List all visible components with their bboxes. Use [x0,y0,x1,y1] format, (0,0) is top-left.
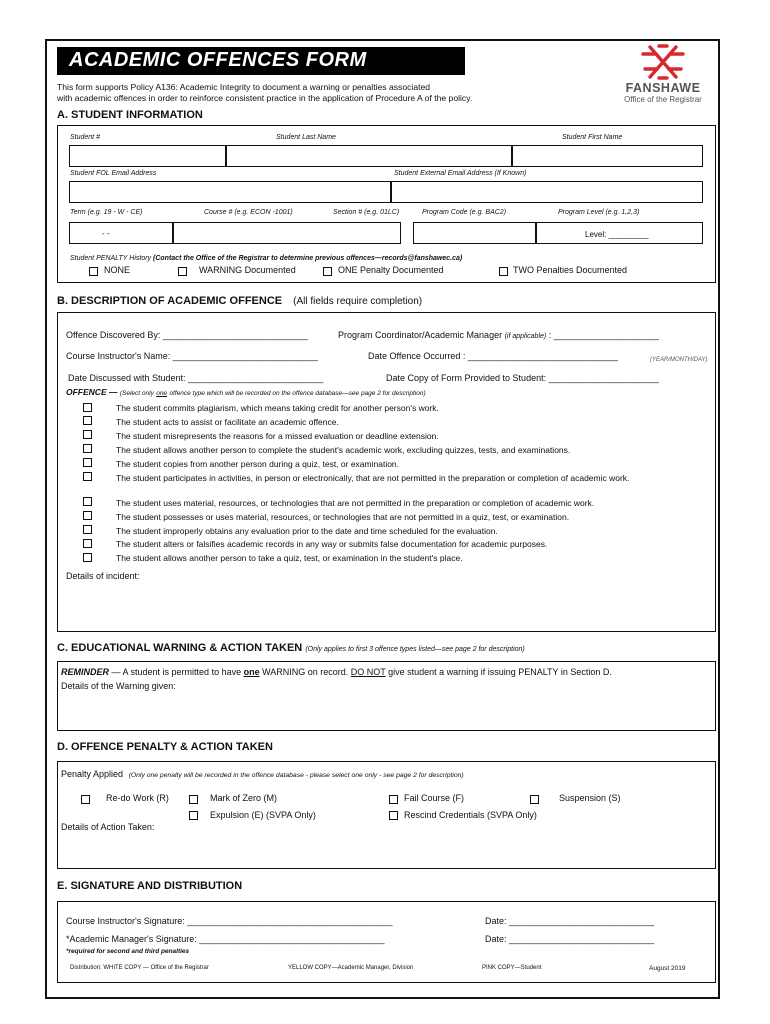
section-d-box [57,761,716,869]
history-two-penalties-label: TWO Penalties Documented [513,265,628,275]
offence-checkbox-2[interactable] [83,416,92,425]
level-field-value: Level: _________ [585,230,649,239]
first-name-label: Student First Name [562,134,623,141]
reminder-label: REMINDER [61,667,110,677]
offence-option-7: The student uses material, resources, or technologies that are not permitted in the preparation or completion of academic work. [116,498,595,508]
fail-course-checkbox[interactable] [389,795,398,804]
offence-instruction [66,387,426,397]
rescind-credentials-checkbox[interactable] [389,811,398,820]
offence-option-5: The student copies from another person during a quiz, test, or examination. [116,459,400,469]
last-name-field[interactable] [226,145,512,167]
section-b-box [57,312,716,632]
redo-work-label: Re-do Work (R) [106,793,169,803]
offence-checkbox-3[interactable] [83,430,92,439]
offence-option-4: The student allows another person to complete the student's academic work, excluding quizzes, tests, and examinations. [116,445,571,455]
coordinator-field[interactable] [338,330,659,340]
section-b-note: (All fields require completion) [293,296,423,307]
section-e-box [57,901,716,983]
penalty-applied-note: (Only one penalty will be recorded in the offence database - please select one only - see page 2 for description) [128,772,464,779]
history-one-penalty-label: ONE Penalty Documented [338,265,444,275]
section-label: Section # (e.g. 01LC) [333,209,400,216]
term-field-value: - - [102,229,110,238]
reminder-text-pre: — A student is permitted to have [109,667,244,677]
offence-checkbox-7[interactable] [83,497,92,506]
offence-checkbox-9[interactable] [83,525,92,534]
term-label: Term (e.g. 19 - W - CE) [70,209,143,216]
date-copy-field[interactable]: Date Copy of Form Provided to Student: ______________________ [386,373,659,383]
reminder-text-post: give student a warning if issuing PENALTY in Section D. [385,667,612,677]
coordinator-note: (if applicable) [504,333,547,340]
suspension-checkbox[interactable] [530,795,539,804]
penalty-history-label [70,255,462,262]
offence-checkbox-1[interactable] [83,403,92,412]
instructor-signature-date[interactable]: Date: _____________________________ [485,916,655,926]
offence-checkbox-8[interactable] [83,511,92,520]
student-number-label: Student # [70,134,100,141]
offence-checkbox-6[interactable] [83,472,92,481]
intro-line-1: This form supports Policy A136: Academic Integrity to document a warning or penalties associated [57,82,431,92]
course-section-field[interactable] [173,222,401,244]
history-warning-label: WARNING Documented [199,265,296,275]
fanshawe-logo [615,43,711,105]
offence-option-8: The student possesses or uses material, resources, or technologies that are not permitted in a quiz, test, or examination. [116,512,570,522]
program-code-field[interactable] [413,222,536,244]
section-b-title: B. DESCRIPTION OF ACADEMIC OFFENCE [57,295,283,307]
offence-label: OFFENCE — [66,387,118,397]
history-two-penalties-checkbox[interactable] [499,267,508,276]
logo-subtitle: Office of the Registrar [624,95,702,104]
incident-details-label: Details of incident: [66,571,140,581]
offence-option-10: The student alters or falsifies academic records in any way or submits false documentation for academic purposes. [116,539,548,549]
external-email-field[interactable] [391,181,703,203]
offence-option-1: The student commits plagiarism, which means taking credit for another person's work. [116,403,439,413]
section-c-box [57,661,716,731]
offence-option-6: The student participates in activities, in person or electronically, that are not permitted in the preparation or completion of academic work. [116,473,630,483]
offence-checkbox-10[interactable] [83,539,92,548]
fol-email-label: Student FOL Email Address [70,170,157,177]
manager-signature-field[interactable]: *Academic Manager's Signature: _____________________________________ [66,934,385,944]
form-date: August 2019 [649,965,686,972]
reminder-one: one [243,667,260,677]
logo-name: FANSHAWE [625,81,701,95]
mark-of-zero-label: Mark of Zero (M) [210,793,278,803]
distribution-pink: PINK COPY—Student [482,965,542,971]
date-format-hint: (YEAR/MONTH/DAY) [650,357,708,363]
offence-note-post: offence type which will be recorded on the offence database—see page 2 for description) [169,390,426,397]
form-intro [57,82,537,104]
student-number-field[interactable] [69,145,226,167]
instructor-name-field[interactable]: Course Instructor's Name: _____________________________ [66,351,318,361]
offence-note-one: one [156,390,168,397]
section-e-heading: E. SIGNATURE AND DISTRIBUTION [57,880,243,892]
section-a-box [57,125,716,283]
offence-checkbox-11[interactable] [83,553,92,562]
history-none-label: NONE [104,265,131,275]
manager-signature-date[interactable]: Date: _____________________________ [485,934,655,944]
action-details-field[interactable] [61,836,709,864]
distribution-white: Distribution: WHITE COPY — Office of the Registrar [70,965,209,971]
warning-details-label: Details of the Warning given: [61,681,176,691]
redo-work-checkbox[interactable] [81,795,90,804]
offence-option-2: The student acts to assist or facilitate an academic offence. [116,417,339,427]
incident-details-field[interactable] [66,585,706,627]
term-field[interactable] [69,222,173,244]
fol-email-field[interactable] [69,181,391,203]
form-title-bar [57,47,465,75]
program-level-field[interactable] [536,222,703,244]
warning-details-field[interactable] [61,694,709,726]
date-discussed-field[interactable]: Date Discussed with Student: ___________________________ [68,373,324,383]
section-c-heading [57,642,525,654]
distribution-yellow: YELLOW COPY—Academic Manager, Division [288,965,414,971]
course-label: Course # (e.g. ECON -1001) [204,209,293,216]
history-warning-checkbox[interactable] [178,267,187,276]
offence-option-9: The student improperly obtains any evaluation prior to the date and time scheduled for the evaluation. [116,526,498,536]
history-none-checkbox[interactable] [89,267,98,276]
section-a-heading: A. STUDENT INFORMATION [57,109,203,121]
offence-checkbox-4[interactable] [83,444,92,453]
section-b-heading [57,295,422,307]
penalty-applied-label [61,769,464,779]
required-note: *required for second and third penalties [66,948,190,955]
section-c-note: (Only applies to first 3 offence types listed—see page 2 for description) [305,646,525,653]
program-code-label: Program Code (e.g. BAC2) [422,209,507,216]
section-c-title: C. EDUCATIONAL WARNING & ACTION TAKEN [57,642,303,654]
penalty-history-note: (Contact the Office of the Registrar to determine previous offences—records@fanshawec.ca) [153,255,463,262]
last-name-label: Student Last Name [276,134,336,141]
first-name-field[interactable] [512,145,703,167]
action-details-label: Details of Action Taken: [61,822,155,832]
intro-line-2: with academic offences in order to reinforce consistent practice in the application of Procedure A of the policy. [57,93,473,103]
suspension-label: Suspension (S) [559,793,621,803]
fail-course-label: Fail Course (F) [404,793,465,803]
reminder-do-not: DO NOT [350,667,386,677]
date-occurred-field[interactable]: Date Offence Occurred : ______________________________ [368,351,619,361]
offence-option-11: The student allows another person to take a quiz, test, or examination in the student's place. [116,553,463,563]
coordinator-line: : _____________________ [548,330,659,340]
warning-reminder [61,667,612,677]
discovered-by-field[interactable]: Offence Discovered By: _____________________________ [66,330,309,340]
reminder-text-mid: WARNING on record. [259,667,351,677]
offence-option-3: The student misrepresents the reasons for a missed evaluation or deadline extension. [116,431,439,441]
program-level-label: Program Level (e.g. 1,2,3) [558,209,640,216]
offence-note-pre: (Select only [119,390,154,397]
expulsion-label: Expulsion (E) (SVPA Only) [210,810,316,820]
external-email-label: Student External Email Address (If Known) [394,170,527,177]
form-title: ACADEMIC OFFENCES FORM [69,49,367,71]
expulsion-checkbox[interactable] [189,811,198,820]
fanshawe-logo-icon [615,43,711,83]
penalty-applied-title: Penalty Applied [61,769,124,779]
mark-of-zero-checkbox[interactable] [189,795,198,804]
rescind-credentials-label: Rescind Credentials (SVPA Only) [404,810,537,820]
offence-checkbox-5[interactable] [83,458,92,467]
instructor-signature-field[interactable]: Course Instructor's Signature: _________________________________________ [66,916,393,926]
penalty-history-title: Student PENALTY History [70,255,152,262]
history-one-penalty-checkbox[interactable] [323,267,332,276]
form-page [45,39,720,999]
section-d-heading: D. OFFENCE PENALTY & ACTION TAKEN [57,741,273,753]
coordinator-label: Program Coordinator/Academic Manager [338,330,503,340]
